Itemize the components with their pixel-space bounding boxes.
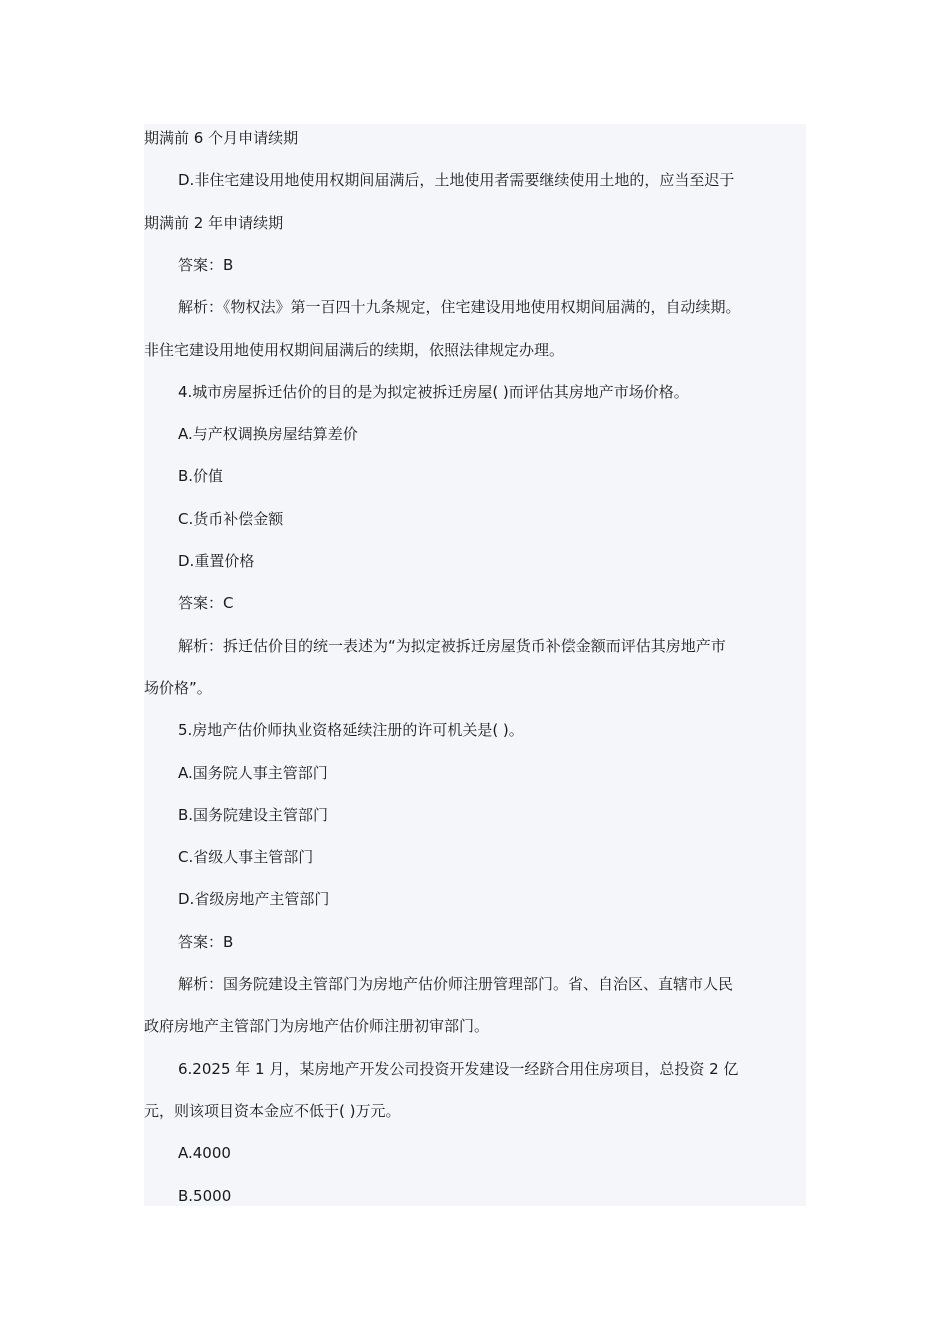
text-line: 元，则该项目资本金应不低于( )万元。 — [144, 1101, 401, 1120]
text-line: C.货币补偿金额 — [178, 509, 284, 528]
text-line: 答案：B — [178, 255, 234, 274]
text-line: B.价值 — [178, 467, 224, 486]
text-line: 解析：《物权法》第一百四十九条规定，住宅建设用地使用权期间届满的，自动续期。 — [178, 298, 741, 317]
text-line: B.5000 — [178, 1186, 232, 1205]
text-line: A.与产权调换房屋结算差价 — [178, 425, 358, 444]
text-line: 非住宅建设用地使用权期间届满后的续期，依照法律规定办理。 — [144, 340, 565, 359]
text-line: 解析：拆迁估价目的统一表述为“为拟定被拆迁房屋货币补偿金额而评估其房地产市 — [178, 636, 726, 655]
text-line: 期满前 2 年申请续期 — [144, 213, 284, 232]
text-line: 6.2025 年 1 月，某房地产开发公司投资开发建设一经跻合用住房项目，总投资 2 亿 — [178, 1059, 739, 1078]
text-line: A.国务院人事主管部门 — [178, 763, 328, 782]
document-content — [144, 124, 806, 1206]
text-line: D.省级房地产主管部门 — [178, 890, 330, 909]
text-line: B.国务院建设主管部门 — [178, 805, 329, 824]
text-line: C.省级人事主管部门 — [178, 848, 314, 867]
text-line: D.重置价格 — [178, 552, 255, 570]
text-line: 期满前 6 个月申请续期 — [144, 129, 299, 147]
text-line: 场价格”。 — [144, 678, 212, 697]
text-line: 答案：C — [178, 594, 234, 613]
text-line: 4.城市房屋拆迁估价的目的是为拟定被拆迁房屋( )而评估其房地产市场价格。 — [178, 382, 689, 401]
text-line: D.非住宅建设用地使用权期间届满后，土地使用者需要继续使用土地的，应当至迟于 — [178, 171, 735, 190]
text-line: 5.房地产估价师执业资格延续注册的许可机关是( )。 — [178, 721, 524, 740]
text-line: 政府房地产主管部门为房地产估价师注册初审部门。 — [144, 1017, 490, 1036]
text-line: 解析：国务院建设主管部门为房地产估价师注册管理部门。省、自治区、直辖市人民 — [178, 975, 734, 993]
text-line: A.4000 — [178, 1144, 231, 1163]
text-line: 答案：B — [178, 932, 234, 951]
